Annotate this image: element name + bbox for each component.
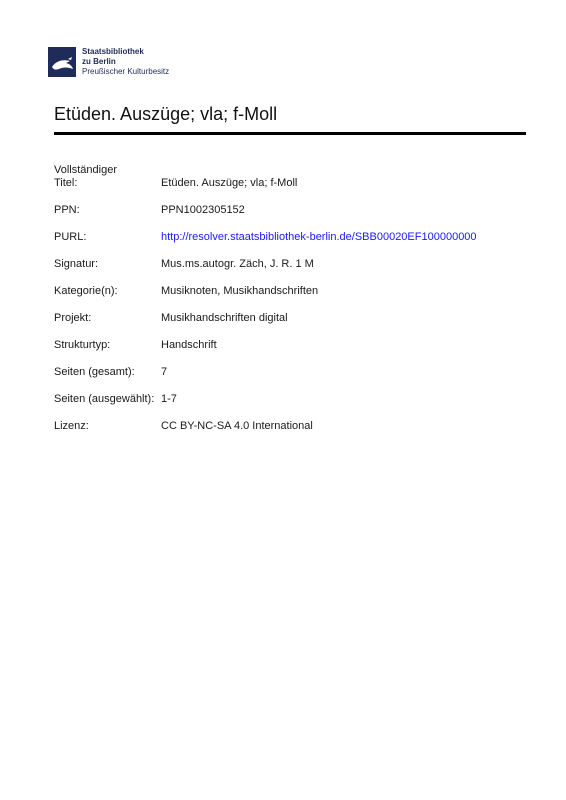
metadata-row-signatur <box>54 245 526 272</box>
library-name-line2: zu Berlin <box>82 57 116 66</box>
library-name-line1: Staatsbibliothek <box>82 47 144 56</box>
purl-label: PURL: <box>54 231 87 243</box>
eagle-logo-icon <box>48 47 76 77</box>
purl-link[interactable]: http://resolver.staatsbibliothek-berlin.de/SBB00020EF100000000 <box>161 231 477 243</box>
projekt-label: Projekt: <box>54 312 92 324</box>
seiten-ausgewaehlt-value: 1-7 <box>161 393 177 405</box>
title-divider <box>54 132 526 135</box>
metadata-row-seiten-gesamt <box>54 353 526 380</box>
library-name <box>82 47 169 77</box>
metadata-row-strukturtyp <box>54 326 526 353</box>
seiten-gesamt-value: 7 <box>161 366 168 378</box>
projekt-value: Musikhandschriften digital <box>161 312 288 324</box>
metadata-table <box>54 164 526 434</box>
metadata-row-full-title <box>54 164 526 191</box>
document-title: Etüden. Auszüge; vla; f-Moll <box>54 104 278 124</box>
lizenz-label: Lizenz: <box>54 420 89 432</box>
library-logo <box>48 47 169 79</box>
purl-value-cell <box>161 218 477 245</box>
metadata-row-ppn <box>54 191 526 218</box>
metadata-row-projekt <box>54 299 526 326</box>
kategorie-value: Musiknoten, Musikhandschriften <box>161 285 319 297</box>
seiten-ausgewaehlt-label: Seiten (ausgewählt): <box>54 393 155 405</box>
metadata-row-kategorie <box>54 272 526 299</box>
full-title-value: Etüden. Auszüge; vla; f-Moll <box>161 177 298 189</box>
seiten-gesamt-label: Seiten (gesamt): <box>54 366 135 378</box>
ppn-label: PPN: <box>54 204 80 216</box>
library-name-line3: Preußischer Kulturbesitz <box>82 67 170 76</box>
ppn-value: PPN1002305152 <box>161 204 245 216</box>
strukturtyp-value: Handschrift <box>161 339 217 351</box>
metadata-row-purl <box>54 218 526 245</box>
full-title-label <box>54 164 161 191</box>
strukturtyp-label: Strukturtyp: <box>54 339 111 351</box>
full-title-label-line2: Titel: <box>54 177 78 189</box>
full-title-label-line1: Vollständiger <box>54 164 117 176</box>
signatur-label: Signatur: <box>54 258 99 270</box>
kategorie-label: Kategorie(n): <box>54 285 118 297</box>
metadata-row-seiten-ausgewaehlt <box>54 380 526 407</box>
metadata-row-lizenz <box>54 407 526 434</box>
signatur-value: Mus.ms.autogr. Zäch, J. R. 1 M <box>161 258 314 270</box>
lizenz-value: CC BY-NC-SA 4.0 International <box>161 420 313 432</box>
